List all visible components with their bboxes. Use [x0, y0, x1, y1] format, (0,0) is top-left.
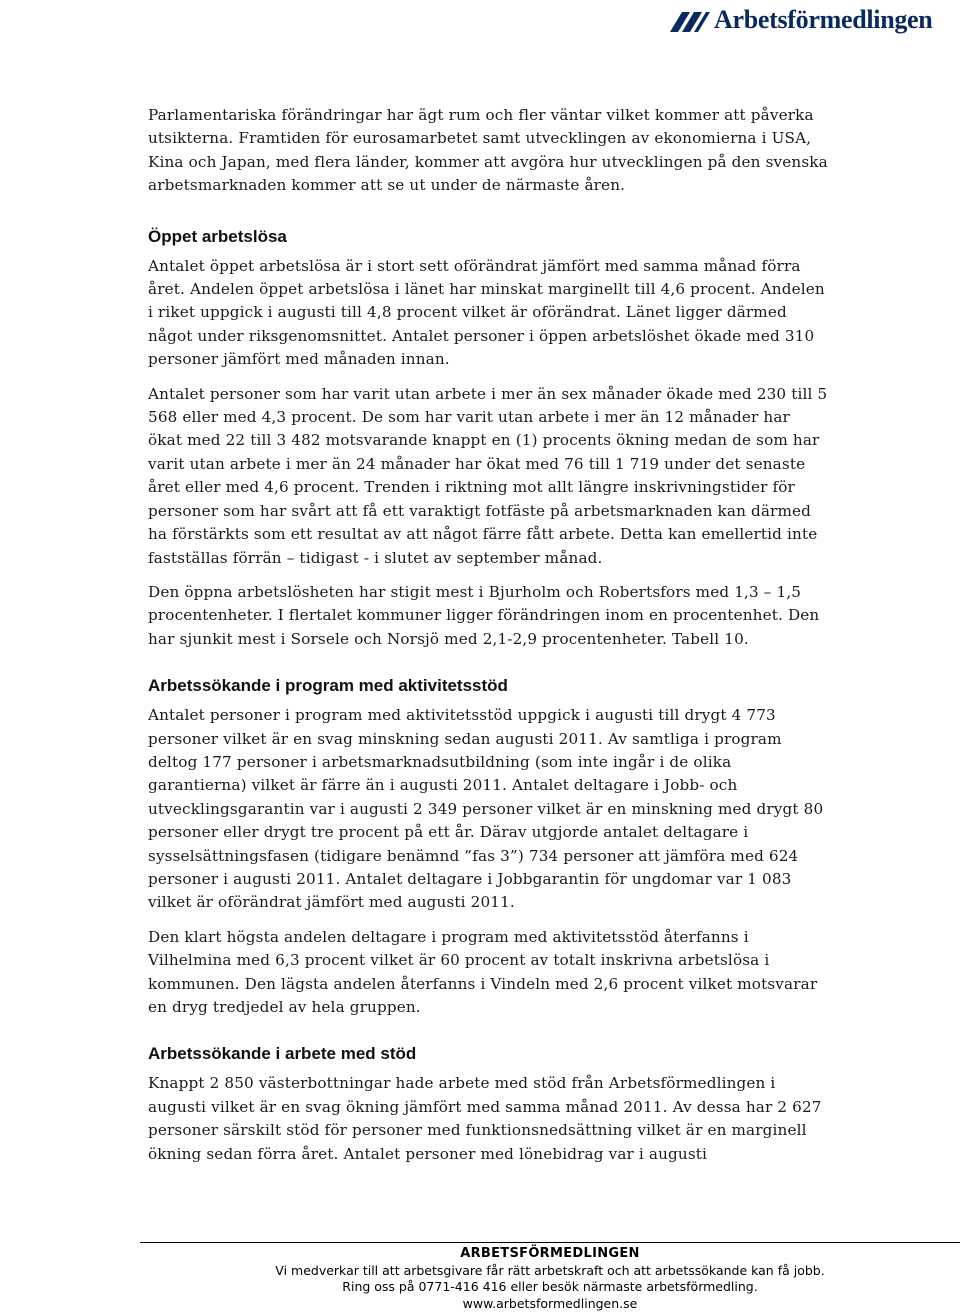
footer-contact: Ring oss på 0771-416 416 eller besök närmaste arbetsförmedling. — [342, 1279, 758, 1294]
heading-program-aktivitetsstod: Arbetssökande i program med aktivitetsstöd — [148, 676, 508, 696]
logo-text: Arbetsförmedlingen — [714, 5, 933, 34]
footer-divider — [140, 1242, 960, 1243]
heading-oppet-arbetslosa: Öppet arbetslösa — [148, 226, 287, 246]
paragraph-long-term-unemployment: Antalet personer som har varit utan arbete i mer än sex månader ökade med 230 till 5 568 eller med 4,3 procent. De som har varit utan arbete i mer än 12 månader har ökat med 22 till 3 482 motsvarande knappt en (1) procents ökning medan de som har varit utan arbete i mer än 24 månader har ökat med 76 till 1 719 under det senaste året eller med 4,6 procent. Trenden i riktning mot allt längre inskrivningstider för personer som har svårt att få ett varaktigt fotfäste på arbetsmarknaden kan därmed ha förstärkts som ett resultat av att något färre fått arbete. Detta kan emellertid inte fastställas förrän – tidigast - i slutet av september månad. — [148, 384, 828, 567]
brand-logo — [668, 2, 948, 38]
arbetsformedlingen-logo-icon — [668, 6, 712, 34]
footer-tagline: Vi medverkar till att arbetsgivare får rätt arbetskraft och att arbetssökande kan få jobb. — [275, 1262, 825, 1278]
paragraph-municipal-changes: Den öppna arbetslösheten har stigit mest i Bjurholm och Robertsfors med 1,3 – 1,5 procentenheter. I flertalet kommuner ligger förändringen inom en procentenhet. Den har sjunkit mest i Sorsele och Norsjö med 2,1-2,9 procentenheter. Tabell 10. — [148, 582, 820, 648]
paragraph-unemployment-rate: Antalet öppet arbetslösa är i stort sett oförändrat jämfört med samma månad förra året. Andelen öppet arbetslösa i länet har minskat marginellt till 4,6 procent. Andelen i riket uppgick i augusti till 4,8 procent vilket är oförändrat. Länet ligger därmed något under riksgenomsnittet. Antalet personer i öppen arbetslöshet ökade med 310 personer jämfört med månaden innan. — [148, 256, 825, 369]
page-footer — [140, 1246, 960, 1312]
document-body — [148, 104, 828, 1166]
footer-organization: ARBETSFÖRMEDLINGEN — [460, 1246, 640, 1261]
heading-arbete-med-stod: Arbetssökande i arbete med stöd — [148, 1044, 417, 1064]
intro-paragraph: Parlamentariska förändringar har ägt rum och fler väntar vilket kommer att påverka utsikterna. Framtiden för eurosamarbetet samt utvecklingen av ekonomierna i USA, Kina och Japan, med flera länder, kommer att avgöra hur utvecklingen på den svenska arbetsmarknaden kommer att se ut under de närmaste åren. — [148, 106, 828, 195]
paragraph-program-participants: Antalet personer i program med aktivitetsstöd uppgick i augusti till drygt 4 773 personer vilket är en svag minskning sedan augusti 2011. Av samtliga i program deltog 177 personer i arbetsmarknadsutbildning (som inte ingår i de olika garantierna) vilket är färre än i augusti 2011. Antalet deltagare i Jobb- och utvecklingsgarantin var i augusti 2 349 personer vilket är en minskning med drygt 80 personer eller drygt tre procent på ett år. Därav utgjorde antalet deltagare i sysselsättningsfasen (tidigare benämnd ”fas 3”) 734 personer att jämföra med 624 personer i augusti 2011. Antalet deltagare i Jobbgarantin för ungdomar var 1 083 vilket är oförändrat jämfört med augusti 2011. — [148, 706, 824, 912]
paragraph-program-share: Den klart högsta andelen deltagare i program med aktivitetsstöd återfanns i Vilhelmina med 6,3 procent vilket är 60 procent av totalt inskrivna arbetslösa i kommunen. Den lägsta andelen återfanns i Vindeln med 2,6 procent vilket motsvarar en dryg tredjedel av hela gruppen. — [148, 927, 818, 1016]
footer-website-link[interactable]: www.arbetsformedlingen.se — [462, 1295, 638, 1311]
paragraph-supported-employment: Knappt 2 850 västerbottningar hade arbete med stöd från Arbetsförmedlingen i augusti vilket är en svag ökning jämfört med samma månad 2011. Av dessa har 2 627 personer särskilt stöd för personer med funktionsnedsättning vilket är en marginell ökning sedan förra året. Antalet personer med lönebidrag var i augusti — [148, 1074, 822, 1163]
